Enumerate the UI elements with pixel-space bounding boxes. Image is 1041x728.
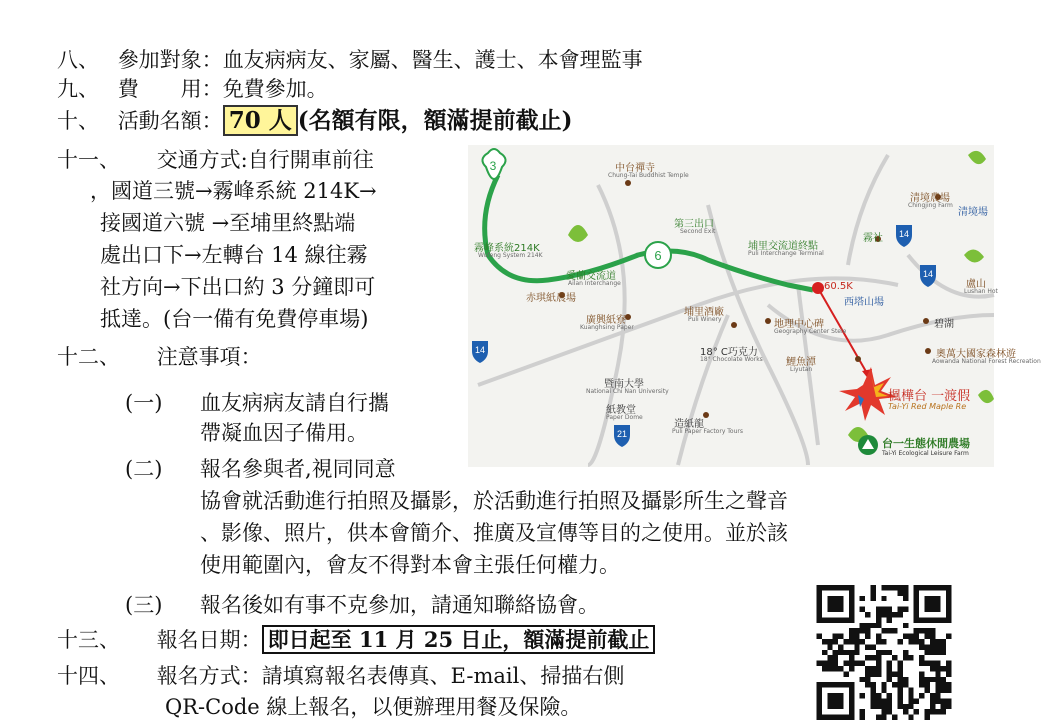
note-3-num: (三)	[125, 593, 163, 617]
item-11-header	[57, 147, 374, 174]
map-label-chocolate: 18° C巧克力	[700, 347, 758, 358]
map-label-aowanda-en: Aowanda National Forest Recreation	[932, 358, 1041, 365]
registration-method-line-1: 請填寫報名表傳真、E-mail、掃描右側	[261, 664, 625, 688]
svg-text:14: 14	[898, 229, 910, 239]
transport-line-2: 接國道六號 →至埔里終點端	[100, 211, 356, 235]
item-11-label: 交通方式:自行開車前往	[156, 148, 374, 172]
route-line	[485, 175, 813, 290]
map-label-resort: 楓樺台 一渡假	[888, 389, 971, 404]
item-13-num: 十三、	[57, 628, 120, 652]
note-2-line-2: 協會就活動進行拍照及攝影，於活動進行拍照及攝影所生之聲音	[200, 489, 788, 513]
map-label-guangxing: 廣興紙寮	[586, 315, 626, 326]
svg-text:6: 6	[654, 248, 662, 263]
note-1-line-1: 血友病病友請自行攜	[200, 391, 389, 415]
note-1-line-2: 帶凝血因子備用。	[200, 421, 368, 445]
item-13	[57, 626, 655, 654]
map-label-third-exit-en: Second Exit	[680, 228, 716, 235]
map-label-guangxing-en: Kuanghsing Paper	[580, 324, 634, 331]
map-label-zhongtai: 中台禪寺	[615, 163, 655, 174]
map-label-qingjing-farm: 清境農場	[910, 193, 950, 204]
map-label-wushe: 霧社	[863, 233, 883, 244]
shield-p14b	[896, 225, 912, 247]
note-2-line-4: 使用範圍內，會友不得對本會主張任何權力。	[200, 553, 620, 577]
map-label-zaozhi-en: Puli Paper Factory Tours	[672, 428, 743, 435]
map-label-ailan-en: Ailan Interchange	[568, 280, 621, 287]
map-label-resort-en: Tai-Yi Red Maple Re	[888, 402, 967, 411]
item-11-num: 十一、	[57, 148, 120, 172]
map-label-aowanda: 奧萬大國家森林遊	[936, 349, 1016, 360]
map-label-ailan: 愛蘭交流道	[566, 271, 616, 282]
map-label-wufeng-jct: 霧峰系統214K	[474, 243, 540, 254]
map-label-farm: 台一生態休閒農場	[882, 437, 970, 450]
item-8-value: 血友病病友、家屬、醫生、護士、本會理監事	[222, 48, 643, 72]
map-label-puli-winery-en: Puli Winery	[688, 316, 722, 323]
item-13-label: 報名日期：	[156, 628, 262, 652]
map-label-puli-end: 埔里交流道終點	[748, 241, 818, 252]
shield-nat6	[645, 242, 671, 268]
svg-text:3: 3	[489, 159, 497, 173]
map-label-bihu: 碧湖	[934, 319, 954, 330]
item-10	[57, 107, 572, 135]
item-14-label: 報名方式：	[156, 664, 262, 688]
transport-line-5: 抵達。(台一備有免費停車場)	[100, 307, 369, 331]
registration-method-line-2: QR-Code 線上報名，以便辦理用餐及保險。	[165, 695, 582, 719]
map-label-km: 60.5K	[824, 281, 853, 292]
transport-line-3: 處出口下→左轉台 14 線往霧	[100, 243, 368, 267]
item-14	[57, 663, 624, 690]
route-map	[468, 145, 1041, 467]
map-label-qingjing: 清境場	[958, 207, 988, 218]
map-label-geo-center: 地理中心碑	[774, 319, 824, 330]
registration-date: 即日起至 11 月 25 日止，額滿提前截止	[262, 625, 656, 654]
map-label-paper-dome-en: Paper Dome	[606, 414, 643, 421]
transport-line-4: 社方向→下出口約 3 分鐘即可	[100, 275, 376, 299]
map-label-puli-winery: 埔里酒廠	[684, 307, 724, 318]
map-label-wufeng-jct-en: Wufeng System 214K	[478, 252, 543, 259]
item-9-num: 九、	[57, 77, 99, 101]
transport-line-1: ，國道三號→霧峰系統 214K→	[90, 179, 377, 203]
item-10-num: 十、	[57, 109, 99, 133]
note-2-num: (二)	[125, 457, 163, 481]
item-12-header	[57, 344, 262, 371]
map-label-zaozhi: 造紙龍	[674, 419, 704, 430]
item-8-label: 參加對象：	[117, 48, 223, 72]
destination-marker	[812, 282, 824, 294]
quota-count: 70 人	[223, 105, 298, 136]
note-2-line-1: 報名參與者,視同同意	[200, 457, 396, 481]
map-label-carp-lake-en: Liyutan	[790, 366, 813, 373]
shield-p14c	[920, 265, 936, 287]
item-12-label: 注意事項：	[156, 345, 262, 369]
item-14-num: 十四、	[57, 664, 120, 688]
item-8-num: 八、	[57, 48, 99, 72]
map-label-third-exit: 第三出口	[674, 219, 714, 230]
map-label-qingjing-farm-en: Chingjing Farm	[908, 202, 953, 209]
item-12-num: 十二、	[57, 345, 120, 369]
map-label-farm-en: Tai-Yi Ecological Leisure Farm	[882, 450, 969, 457]
map-label-geo-center-en: Geography Center Stele	[774, 328, 847, 335]
shield-nat3	[482, 149, 505, 179]
shield-p21	[614, 425, 630, 447]
map-label-lushan: 盧山	[966, 279, 986, 290]
item-8	[57, 47, 643, 74]
quota-note: (名額有限，額滿提前截止)	[297, 107, 573, 134]
svg-text:14: 14	[474, 345, 486, 355]
map-label-paper-dome: 紙教堂	[606, 405, 636, 416]
shield-p14a	[472, 341, 488, 363]
svg-text:21: 21	[616, 429, 628, 439]
map-label-ncnu: 暨南大學	[604, 379, 644, 390]
item-9	[57, 76, 328, 103]
map-label-carp-lake: 鯉魚潭	[786, 357, 816, 368]
map-label-puli-end-en: Puli Interchange Terminal	[748, 250, 824, 257]
note-2-line-3: 、影像、照片，供本會簡介、推廣及宣傳等目的之使用。並於該	[200, 521, 788, 545]
note-1-num: (一)	[125, 391, 163, 415]
item-9-value: 免費參加。	[222, 77, 328, 101]
map-label-zhongtai-en: Chung-Tai Buddhist Temple	[608, 172, 689, 179]
qr-code[interactable]	[814, 585, 954, 720]
note-3-text: 報名後如有事不克參加，請通知聯絡協會。	[200, 593, 599, 617]
map-label-lushan-en: Lushan Hot	[964, 288, 998, 295]
map-label-chocolate-en: 18° Chocolate Works	[700, 356, 763, 363]
svg-text:14: 14	[922, 269, 934, 279]
item-10-label: 活動名額：	[117, 109, 223, 133]
map-label-paper-mill: 赤琪紙農場	[526, 293, 576, 304]
map-label-ncnu-en: National Chi Nan University	[586, 388, 669, 395]
map-label-xita: 西塔山場	[844, 297, 884, 308]
item-9-label: 費 用：	[117, 77, 223, 101]
farm-logo-icon	[858, 435, 878, 455]
